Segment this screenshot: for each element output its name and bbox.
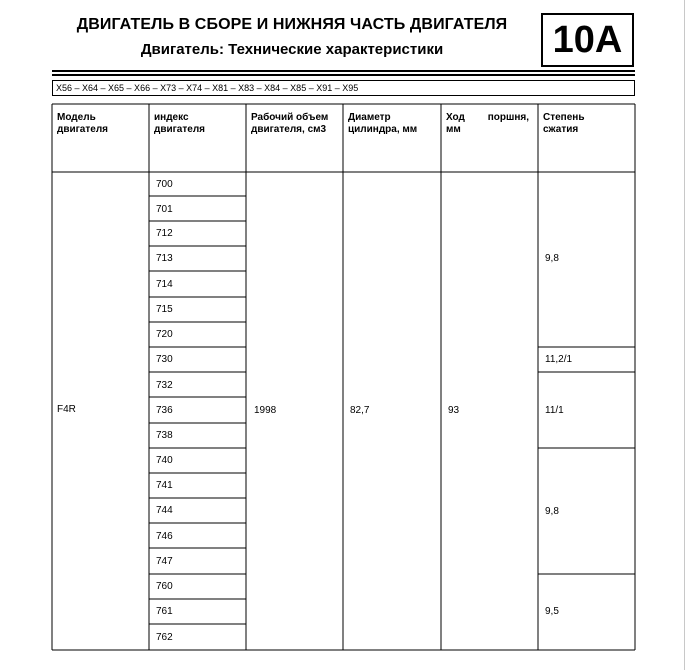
engine-index-cell: 747: [156, 556, 173, 567]
engine-index-cell: 701: [156, 204, 173, 215]
engine-index-cell: 761: [156, 606, 173, 617]
col-header-model: Модель двигателя: [57, 112, 109, 135]
col-header-stroke: [446, 112, 534, 136]
page-subtitle: Двигатель: Технические характеристики: [140, 41, 444, 58]
engine-volume-cell: 1998: [254, 405, 277, 416]
engine-index-cell: 746: [156, 531, 173, 542]
engine-index-cell: 732: [156, 380, 173, 391]
engine-index-cell: 741: [156, 480, 173, 491]
engine-index-cell: 744: [156, 505, 173, 516]
compression-ratio-cell: 9,8: [545, 506, 559, 517]
compression-ratio-cell: 11/1: [545, 405, 564, 416]
cylinder-bore-cell: 82,7: [350, 405, 370, 416]
compression-ratio-cell: 11,2/1: [545, 354, 573, 365]
engine-index-cell: 730: [156, 354, 173, 365]
section-badge: 10A: [541, 13, 634, 67]
col-header-index: индекс двигателя: [154, 112, 206, 135]
compression-ratio-cell: 9,5: [545, 606, 559, 617]
stroke-label-word1: Ход: [446, 112, 465, 123]
vehicle-models-line: X56 – X64 – X65 – X66 – X73 – X74 – X81 – X83 – X84 – X85 – X91 – X95: [52, 80, 635, 96]
engine-index-cell: 715: [156, 304, 173, 315]
engine-index-cell: 700: [156, 179, 173, 190]
engine-index-cell: 714: [156, 279, 173, 290]
engine-model-cell: F4R: [57, 404, 76, 415]
col-header-ratio: Степень сжатия: [543, 112, 585, 135]
col-header-bore: Диаметр цилиндра, мм: [348, 112, 418, 135]
piston-stroke-cell: 93: [448, 405, 460, 416]
engine-index-cell: 712: [156, 228, 173, 239]
compression-ratio-cell: 9,8: [545, 253, 559, 264]
col-header-volume: Рабочий объем двигателя, см3: [251, 112, 329, 135]
engine-index-cell: 740: [156, 455, 173, 466]
engine-index-cell: 762: [156, 632, 173, 643]
stroke-label-unit: мм: [446, 124, 461, 135]
engine-index-cell: 736: [156, 405, 173, 416]
engine-index-cell: 760: [156, 581, 173, 592]
stroke-label-word2: поршня,: [487, 112, 529, 123]
engine-index-cell: 713: [156, 253, 173, 264]
page-title: ДВИГАТЕЛЬ В СБОРЕ И НИЖНЯЯ ЧАСТЬ ДВИГАТЕЛЯ: [76, 16, 508, 33]
engine-index-cell: 720: [156, 329, 173, 340]
engine-index-cell: 738: [156, 430, 173, 441]
